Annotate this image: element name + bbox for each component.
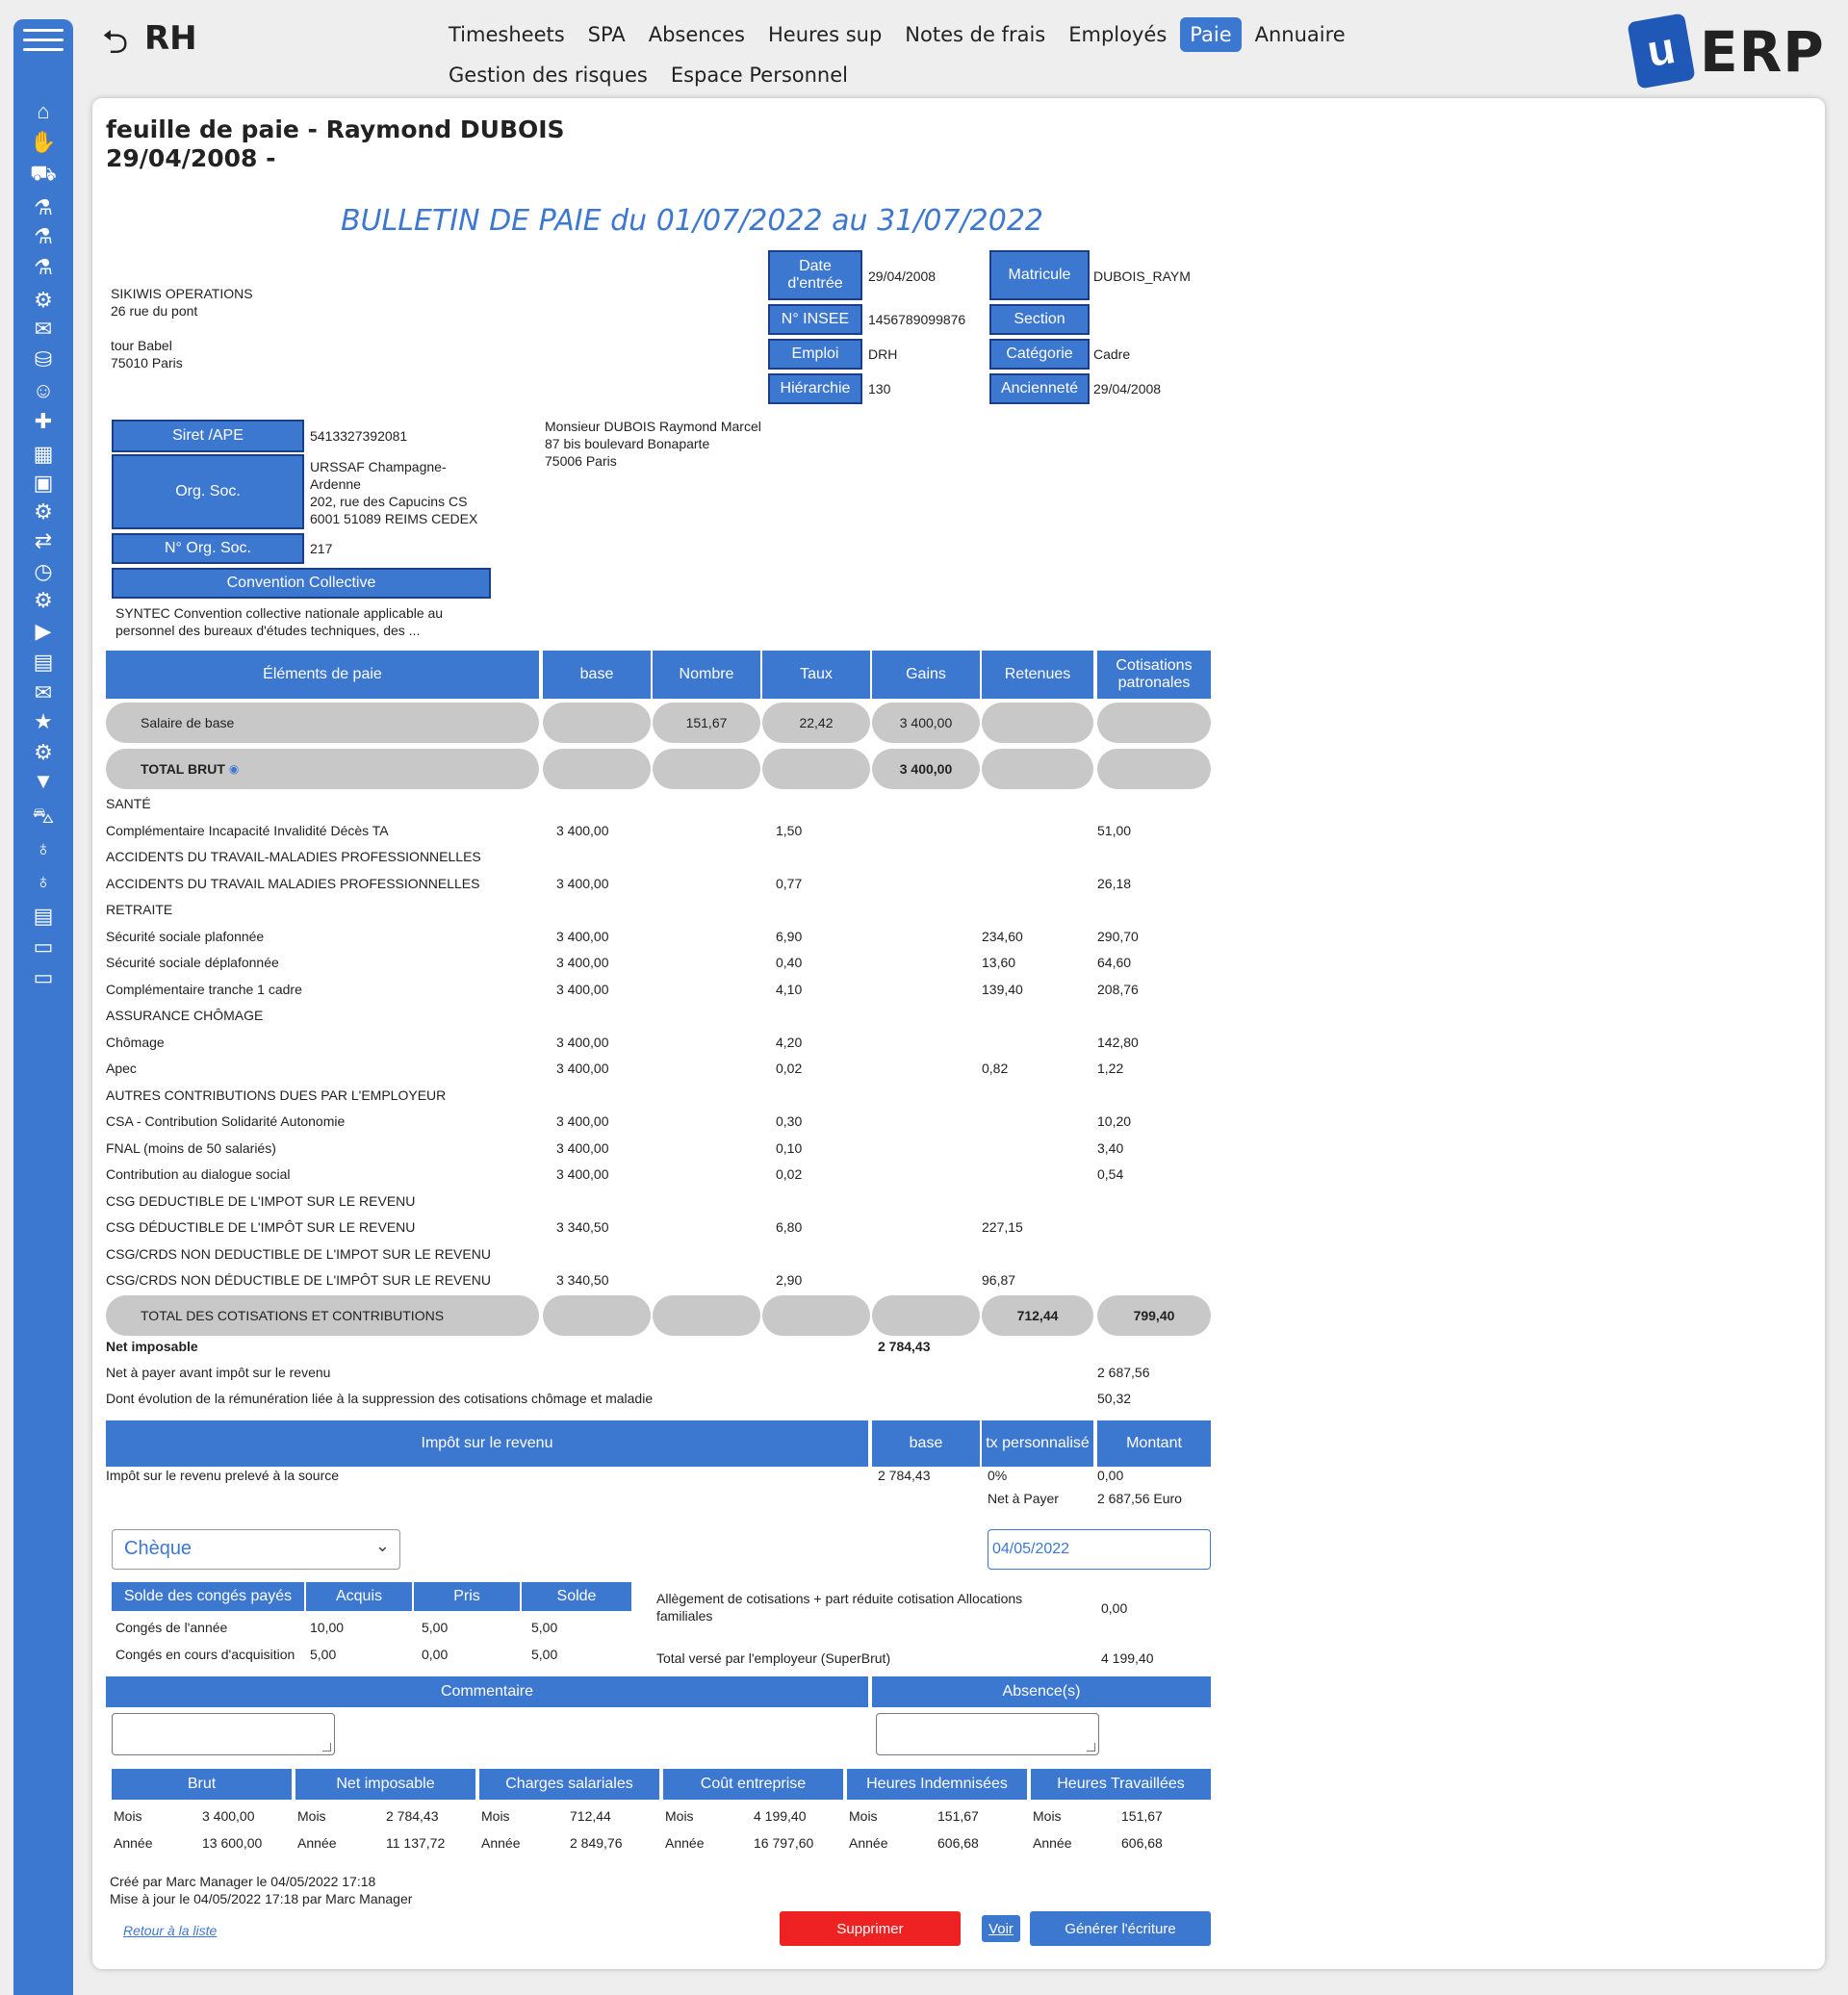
impot-header-0: Impôt sur le revenu: [106, 1420, 868, 1467]
conges-label: Congés de l'année: [116, 1620, 228, 1635]
siret-label: Siret /APE: [112, 420, 304, 452]
pay-line-taux: 0,02: [776, 1061, 803, 1076]
pay-line-taux: 0,10: [776, 1139, 803, 1156]
date-entree-label: Date d'entrée: [768, 250, 862, 300]
pay-line-base: 3 400,00: [556, 1113, 609, 1129]
summary-row-label: Mois: [665, 1808, 694, 1824]
pay-line-label: SANTÉ: [106, 796, 151, 811]
total-cotis-gains: [872, 1295, 980, 1336]
pay-line-label: AUTRES CONTRIBUTIONS DUES PAR L'EMPLOYEUR: [106, 1087, 447, 1103]
pay-line-pat: 142,80: [1097, 1034, 1139, 1050]
chevron-down-icon: ⌄: [374, 1536, 390, 1555]
superbrut-value: 4 199,40: [1101, 1650, 1154, 1666]
summary-row-label: Année: [481, 1835, 521, 1851]
impot-header-3: Montant: [1097, 1420, 1211, 1467]
net-imposable-value: 2 784,43: [878, 1339, 931, 1354]
salaire-base-patronales: [1097, 703, 1211, 743]
salaire-base-base: [543, 703, 651, 743]
net-payer-value: 2 687,56 Euro: [1097, 1491, 1182, 1506]
emploi-value: DRH: [868, 346, 898, 362]
pay-line-taux: 0,40: [776, 955, 803, 970]
pay-line-base: 3 400,00: [556, 822, 609, 838]
hand-coin-icon[interactable]: ✋: [30, 130, 57, 154]
nav-item-7[interactable]: Annuaire: [1254, 23, 1346, 46]
pay-line-pat: 0,54: [1097, 1166, 1124, 1182]
image-gear-icon[interactable]: ⚙: [34, 499, 53, 524]
emploi-label: Emploi: [768, 339, 862, 370]
nav-item-9[interactable]: Espace Personnel: [670, 64, 848, 87]
money-bag-icon[interactable]: ♁: [35, 836, 52, 860]
pay-line: [106, 950, 1213, 976]
flask-icon[interactable]: ⚗: [34, 195, 53, 219]
pay-line-label: Sécurité sociale déplafonnée: [106, 955, 279, 970]
summary-value-mois: 4 199,40: [754, 1808, 807, 1824]
summary-header-1: Net imposable: [295, 1769, 475, 1800]
coins-icon[interactable]: ⛁: [34, 347, 53, 371]
pay-line-ret: 227,15: [982, 1219, 1023, 1235]
categorie-value: Cadre: [1093, 346, 1131, 362]
pay-line-label: CSG/CRDS NON DÉDUCTIBLE DE L'IMPÔT SUR LE REVENU: [106, 1272, 491, 1288]
pay-line-base: 3 400,00: [556, 1034, 609, 1050]
cart-icon[interactable]: ⛟: [30, 161, 57, 185]
pay-line-label: Sécurité sociale plafonnée: [106, 928, 265, 944]
summary-header-2: Charges salariales: [479, 1769, 659, 1800]
gear-cog-icon[interactable]: ⚙: [34, 740, 53, 764]
pay-line: [106, 1109, 1213, 1135]
superbrut-label: Total versé par l'employeur (SuperBrut): [656, 1650, 891, 1666]
pay-line-taux: 6,90: [776, 928, 803, 944]
calendar-grid-icon[interactable]: ▦: [33, 442, 54, 466]
net-payer-label: Net à Payer: [988, 1491, 1059, 1506]
pay-line-label: ACCIDENTS DU TRAVAIL MALADIES PROFESSIONNELLES: [106, 875, 480, 891]
summary-header-4: Heures Indemnisées: [847, 1769, 1027, 1800]
impot-header-2: tx personnalisé: [982, 1420, 1093, 1467]
gears-icon[interactable]: ⚙: [34, 588, 53, 612]
pay-line-base: 3 340,50: [556, 1272, 609, 1288]
summary-row-label: Année: [665, 1835, 705, 1851]
total-brut-patronales: [1097, 749, 1211, 789]
summary-value-mois: 151,67: [1121, 1808, 1163, 1824]
pay-line-base: 3 340,50: [556, 1219, 609, 1235]
employer-addr2: tour Babel: [111, 338, 172, 353]
employer-name: SIKIWIS OPERATIONS: [111, 286, 253, 301]
salaire-base-retenues: [982, 703, 1093, 743]
pay-line-label: Contribution au dialogue social: [106, 1166, 291, 1182]
pay-line-label: CSA - Contribution Solidarité Autonomie: [106, 1113, 346, 1129]
conges-pris: 5,00: [422, 1620, 449, 1635]
payment-method-select[interactable]: [112, 1529, 400, 1570]
employer-addr3: 75010 Paris: [111, 355, 183, 371]
norg-label: N° Org. Soc.: [112, 533, 304, 564]
total-brut-retenues: [982, 749, 1093, 789]
pay-line-base: 3 400,00: [556, 955, 609, 970]
pay-line-label: Apec: [106, 1061, 137, 1076]
orgsoc-label: Org. Soc.: [112, 454, 304, 529]
impot-base: 2 784,43: [878, 1468, 931, 1483]
payment-date-input[interactable]: 04/05/2022: [988, 1529, 1211, 1570]
pay-line-label: ASSURANCE CHÔMAGE: [106, 1008, 264, 1023]
norg-value: 217: [310, 541, 333, 556]
menu-icon[interactable]: [23, 29, 64, 54]
nav-item-0[interactable]: Timesheets: [449, 23, 565, 46]
salaire-base-nombre: 151,67: [653, 703, 760, 743]
pay-line-pat: 290,70: [1097, 928, 1139, 944]
pay-line-pat: 64,60: [1097, 955, 1132, 970]
hierarchie-value: 130: [868, 381, 891, 396]
pay-line-taux: 4,10: [776, 981, 803, 997]
evolution-value: 50,32: [1097, 1391, 1132, 1406]
orgsoc-line3: 202, rue des Capucins CS: [310, 494, 468, 509]
bulletin-title: BULLETIN DE PAIE du 01/07/2022 au 31/07/2022: [341, 204, 1044, 238]
back-to-list-link[interactable]: Retour à la liste: [123, 1923, 218, 1938]
summary-value-annee: 2 849,76: [570, 1835, 623, 1851]
pay-line-taux: 0,77: [776, 875, 803, 891]
total-brut-taux: [762, 749, 870, 789]
pay-line: [106, 1003, 1213, 1029]
page-title-line1: feuille de paie - Raymond DUBOIS: [106, 115, 565, 143]
pay-line-pat: 1,22: [1097, 1061, 1124, 1076]
summary-value-annee: 11 137,72: [386, 1835, 446, 1851]
summary-header-0: Brut: [112, 1769, 292, 1800]
generate-entry-button[interactable]: Générer l'écriture: [1030, 1911, 1211, 1946]
pay-line: [106, 871, 1213, 897]
pay-line-ret: 234,60: [982, 928, 1023, 944]
pay-header-0: Éléments de paie: [106, 651, 539, 699]
logo-badge-icon: u: [1627, 13, 1695, 89]
commentaire-header: Commentaire: [106, 1676, 868, 1707]
conges-solde: 5,00: [531, 1647, 558, 1662]
pay-line: [106, 1267, 1213, 1293]
erp-logo[interactable]: [1632, 13, 1825, 90]
pay-line-base: 3 400,00: [556, 875, 609, 891]
summary-value-mois: 712,44: [570, 1808, 611, 1824]
top-bar: [73, 0, 1848, 96]
eye-icon[interactable]: ◉: [228, 762, 240, 776]
total-cotis-taux: [762, 1295, 870, 1336]
pay-line-pat: 208,76: [1097, 981, 1139, 997]
pay-line-label: RETRAITE: [106, 902, 173, 917]
monitor-chart-icon[interactable]: ▭: [33, 934, 54, 959]
pay-header-2: Nombre: [653, 651, 760, 699]
pay-line: [106, 897, 1213, 923]
payslip-card: [92, 98, 1825, 1969]
total-cotis-retenues: 712,44: [982, 1295, 1093, 1336]
monitor-chart-icon[interactable]: ▭: [33, 965, 54, 989]
total-cotis-nombre: [653, 1295, 760, 1336]
chat-plus-icon[interactable]: ✚: [34, 409, 53, 433]
pay-line-ret: 96,87: [982, 1272, 1016, 1288]
page-title: [106, 115, 565, 173]
pay-line-label: CSG/CRDS NON DEDUCTIBLE DE L'IMPOT SUR LE REVENU: [106, 1245, 491, 1262]
pay-line-label: FNAL (moins de 50 salariés): [106, 1139, 276, 1156]
conges-pris: 0,00: [422, 1647, 449, 1662]
calendar-down-icon[interactable]: ▼: [33, 769, 54, 793]
money-bag-icon[interactable]: ♁: [35, 869, 52, 893]
pay-line-label: CSG DÉDUCTIBLE DE L'IMPÔT SUR LE REVENU: [106, 1219, 416, 1235]
nav-item-5[interactable]: Employés: [1068, 23, 1168, 46]
boxes-icon[interactable]: ▣: [33, 471, 54, 495]
summary-row-label: Année: [114, 1835, 153, 1851]
nav-item-2[interactable]: Absences: [648, 23, 745, 46]
team-icon[interactable]: ☺: [32, 378, 55, 402]
siret-value: 5413327392081: [310, 428, 408, 444]
total-cotis-patronales: 799,40: [1097, 1295, 1211, 1336]
summary-value-mois: 2 784,43: [386, 1808, 439, 1824]
pay-line-taux: 0,02: [776, 1166, 803, 1182]
net-avant-impot-label: Net à payer avant impôt sur le revenu: [106, 1365, 331, 1380]
chat-icon[interactable]: ✉: [34, 317, 53, 341]
summary-header-3: Coût entreprise: [663, 1769, 843, 1800]
hierarchie-label: Hiérarchie: [768, 373, 862, 404]
summary-header-5: Heures Travaillées: [1031, 1769, 1211, 1800]
summary-value-annee: 13 600,00: [202, 1835, 263, 1851]
pay-line-pat: 51,00: [1097, 822, 1132, 838]
recipient-line3: 75006 Paris: [545, 453, 617, 469]
insee-value: 1456789099876: [868, 312, 966, 327]
pay-line: [106, 924, 1213, 950]
created-info: Créé par Marc Manager le 04/05/2022 17:18: [110, 1874, 376, 1889]
nav-item-3[interactable]: Heures sup: [767, 23, 883, 46]
delete-button[interactable]: Supprimer: [780, 1911, 961, 1946]
total-brut-gains: 3 400,00: [872, 749, 980, 789]
pay-line-base: 3 400,00: [556, 981, 609, 997]
pay-line-pat: 3,40: [1097, 1139, 1124, 1156]
home-icon[interactable]: ⌂: [37, 99, 50, 123]
section-label: Section: [989, 304, 1090, 335]
matricule-label: Matricule: [989, 250, 1090, 300]
play-box-icon[interactable]: ▶: [35, 619, 52, 643]
car-icon[interactable]: ⛍: [32, 804, 55, 828]
net-imposable-row: [106, 1334, 1213, 1360]
calendar-clock-icon[interactable]: ◷: [34, 559, 53, 583]
orgsoc-line4: 6001 51089 REIMS CEDEX: [310, 511, 478, 526]
payment-method-value: Chèque: [124, 1538, 192, 1559]
impot-label: Impôt sur le revenu prelevé à la source: [106, 1468, 340, 1483]
calendar-icon[interactable]: ▤: [33, 650, 54, 674]
pay-line: [106, 1136, 1213, 1162]
anciennete-label: Ancienneté: [989, 373, 1090, 404]
pay-line-pat: 10,20: [1097, 1113, 1132, 1129]
back-arrow-icon[interactable]: ⮌: [102, 24, 129, 61]
main-nav: [439, 17, 1527, 98]
pay-line-base: 3 400,00: [556, 1061, 609, 1076]
pay-line: [106, 791, 1213, 817]
flask-icon[interactable]: ⚗: [34, 255, 53, 279]
convention-line1: SYNTEC Convention collective nationale applicable au: [116, 605, 444, 621]
absences-textarea[interactable]: [876, 1713, 1099, 1755]
calendar-star-icon[interactable]: ★: [34, 709, 53, 733]
pay-line-ret: 139,40: [982, 981, 1023, 997]
convention-label: Convention Collective: [112, 568, 491, 599]
summary-row-label: Année: [1033, 1835, 1072, 1851]
impot-tx: 0%: [988, 1468, 1008, 1483]
chat-box-icon[interactable]: ✉: [34, 680, 53, 704]
pay-line-taux: 1,50: [776, 822, 803, 838]
nav-item-6[interactable]: Paie: [1180, 17, 1241, 52]
net-imposable-label: Net imposable: [106, 1339, 198, 1354]
conges-solde: 5,00: [531, 1620, 558, 1635]
pay-line: [106, 818, 1213, 844]
pay-line-label: Complémentaire tranche 1 cadre: [106, 981, 302, 997]
nav-item-4[interactable]: Notes de frais: [905, 23, 1046, 46]
absences-header: Absence(s): [872, 1676, 1211, 1707]
matricule-value: DUBOIS_RAYM: [1093, 269, 1191, 284]
users-cog-icon[interactable]: ⚙: [34, 288, 53, 312]
salaire-base-label: Salaire de base: [106, 703, 539, 743]
pay-line: [106, 1056, 1213, 1082]
summary-value-mois: 151,67: [937, 1808, 979, 1824]
summary-value-mois: 3 400,00: [202, 1808, 255, 1824]
pay-line-taux: 0,30: [776, 1113, 803, 1129]
page-title-line2: 29/04/2008 -: [106, 144, 276, 172]
total-brut-cell: [106, 749, 539, 789]
view-button[interactable]: Voir: [982, 1915, 1020, 1942]
pay-line: [106, 1162, 1213, 1188]
summary-value-annee: 606,68: [1121, 1835, 1163, 1851]
pay-line: [106, 1189, 1213, 1215]
pay-header-3: Taux: [762, 651, 870, 699]
pay-line-ret: 13,60: [982, 955, 1016, 970]
user-switch-icon[interactable]: ⇄: [34, 528, 53, 552]
pay-line: [106, 1215, 1213, 1240]
summary-row-label: Mois: [297, 1808, 326, 1824]
pay-line-base: 3 400,00: [556, 1139, 609, 1156]
commentaire-textarea[interactable]: [112, 1713, 335, 1755]
pay-line-label: ACCIDENTS DU TRAVAIL-MALADIES PROFESSIONNELLES: [106, 849, 481, 864]
pay-line-ret: 0,82: [982, 1061, 1009, 1076]
recipient-line2: 87 bis boulevard Bonaparte: [545, 436, 710, 451]
pay-line-taux: 2,90: [776, 1272, 803, 1288]
evolution-label: Dont évolution de la rémunération liée à la suppression des cotisations chômage et maladie: [106, 1391, 654, 1406]
app-name: RH: [144, 19, 197, 58]
impot-header-1: base: [872, 1420, 980, 1467]
summary-row-label: Mois: [114, 1808, 142, 1824]
pay-line: [106, 1030, 1213, 1056]
date-entree-value: 29/04/2008: [868, 269, 937, 284]
net-avant-impot-value: 2 687,56: [1097, 1365, 1150, 1380]
pay-line-taux: 4,20: [776, 1034, 803, 1050]
summary-value-annee: 16 797,60: [754, 1835, 814, 1851]
nav-item-1[interactable]: SPA: [587, 23, 626, 46]
recipient-line1: Monsieur DUBOIS Raymond Marcel: [545, 419, 761, 434]
total-cotis-base: [543, 1295, 651, 1336]
pay-line: [106, 1083, 1213, 1109]
orgsoc-line1: URSSAF Champagne-: [310, 459, 447, 474]
allegement-line1: Allègement de cotisations + part réduite cotisation Allocations: [656, 1591, 1023, 1606]
left-sidebar: [13, 19, 73, 1995]
pay-header-4: Gains: [872, 651, 980, 699]
conges-acquis: 5,00: [310, 1647, 337, 1662]
orgsoc-line2: Ardenne: [310, 476, 361, 492]
conges-header-3: Solde: [522, 1582, 631, 1611]
flask-icon[interactable]: ⚗: [34, 224, 53, 248]
salaire-base-taux: 22,42: [762, 703, 870, 743]
impot-montant: 0,00: [1097, 1468, 1124, 1483]
pay-header-6: Cotisations patronales: [1097, 651, 1211, 699]
conges-header-0: Solde des congés payés: [112, 1582, 304, 1611]
evolution-row: [106, 1386, 1213, 1412]
pay-line-pat: 26,18: [1097, 875, 1132, 891]
salaire-base-gains: 3 400,00: [872, 703, 980, 743]
pay-header-5: Retenues: [982, 651, 1093, 699]
conges-label: Congés en cours d'acquisition: [116, 1647, 295, 1662]
summary-row-label: Mois: [1033, 1808, 1062, 1824]
total-brut-nombre: [653, 749, 760, 789]
impot-row: [106, 1463, 1213, 1489]
pay-line: [106, 844, 1213, 870]
conges-header-2: Pris: [414, 1582, 520, 1611]
summary-row-label: Mois: [849, 1808, 878, 1824]
categorie-label: Catégorie: [989, 339, 1090, 370]
summary-row-label: Mois: [481, 1808, 510, 1824]
pay-line-label: CSG DEDUCTIBLE DE L'IMPOT SUR LE REVENU: [106, 1192, 416, 1209]
pay-line: [106, 1241, 1213, 1267]
total-brut-label: TOTAL BRUT: [141, 761, 225, 777]
pay-line: [106, 977, 1213, 1003]
total-brut-base: [543, 749, 651, 789]
summary-row-label: Année: [297, 1835, 337, 1851]
net-avant-impot-row: [106, 1360, 1213, 1386]
employer-addr1: 26 rue du pont: [111, 303, 198, 319]
summary-value-annee: 606,68: [937, 1835, 979, 1851]
total-cotis-label: TOTAL DES COTISATIONS ET CONTRIBUTIONS: [106, 1295, 539, 1336]
updated-info: Mise à jour le 04/05/2022 17:18 par Marc Manager: [110, 1891, 413, 1906]
logo-text: ERP: [1700, 19, 1825, 85]
insee-label: N° INSEE: [768, 304, 862, 335]
pay-line-base: 3 400,00: [556, 1166, 609, 1182]
allegement-line2: familiales: [656, 1608, 713, 1624]
invoice-icon[interactable]: ▤: [33, 904, 54, 928]
pay-line-base: 3 400,00: [556, 928, 609, 944]
conges-acquis: 10,00: [310, 1620, 345, 1635]
allegement-value: 0,00: [1101, 1600, 1128, 1616]
nav-item-8[interactable]: Gestion des risques: [449, 64, 648, 87]
summary-row-label: Année: [849, 1835, 888, 1851]
pay-line-taux: 6,80: [776, 1219, 803, 1235]
convention-line2: personnel des bureaux d'études techniques, des ...: [116, 623, 421, 638]
pay-line-label: Complémentaire Incapacité Invalidité Décès TA: [106, 822, 389, 838]
net-payer-row: [106, 1486, 1213, 1512]
pay-header-1: base: [543, 651, 651, 699]
anciennete-value: 29/04/2008: [1093, 381, 1162, 396]
conges-header-1: Acquis: [306, 1582, 412, 1611]
pay-line-label: Chômage: [106, 1034, 165, 1050]
